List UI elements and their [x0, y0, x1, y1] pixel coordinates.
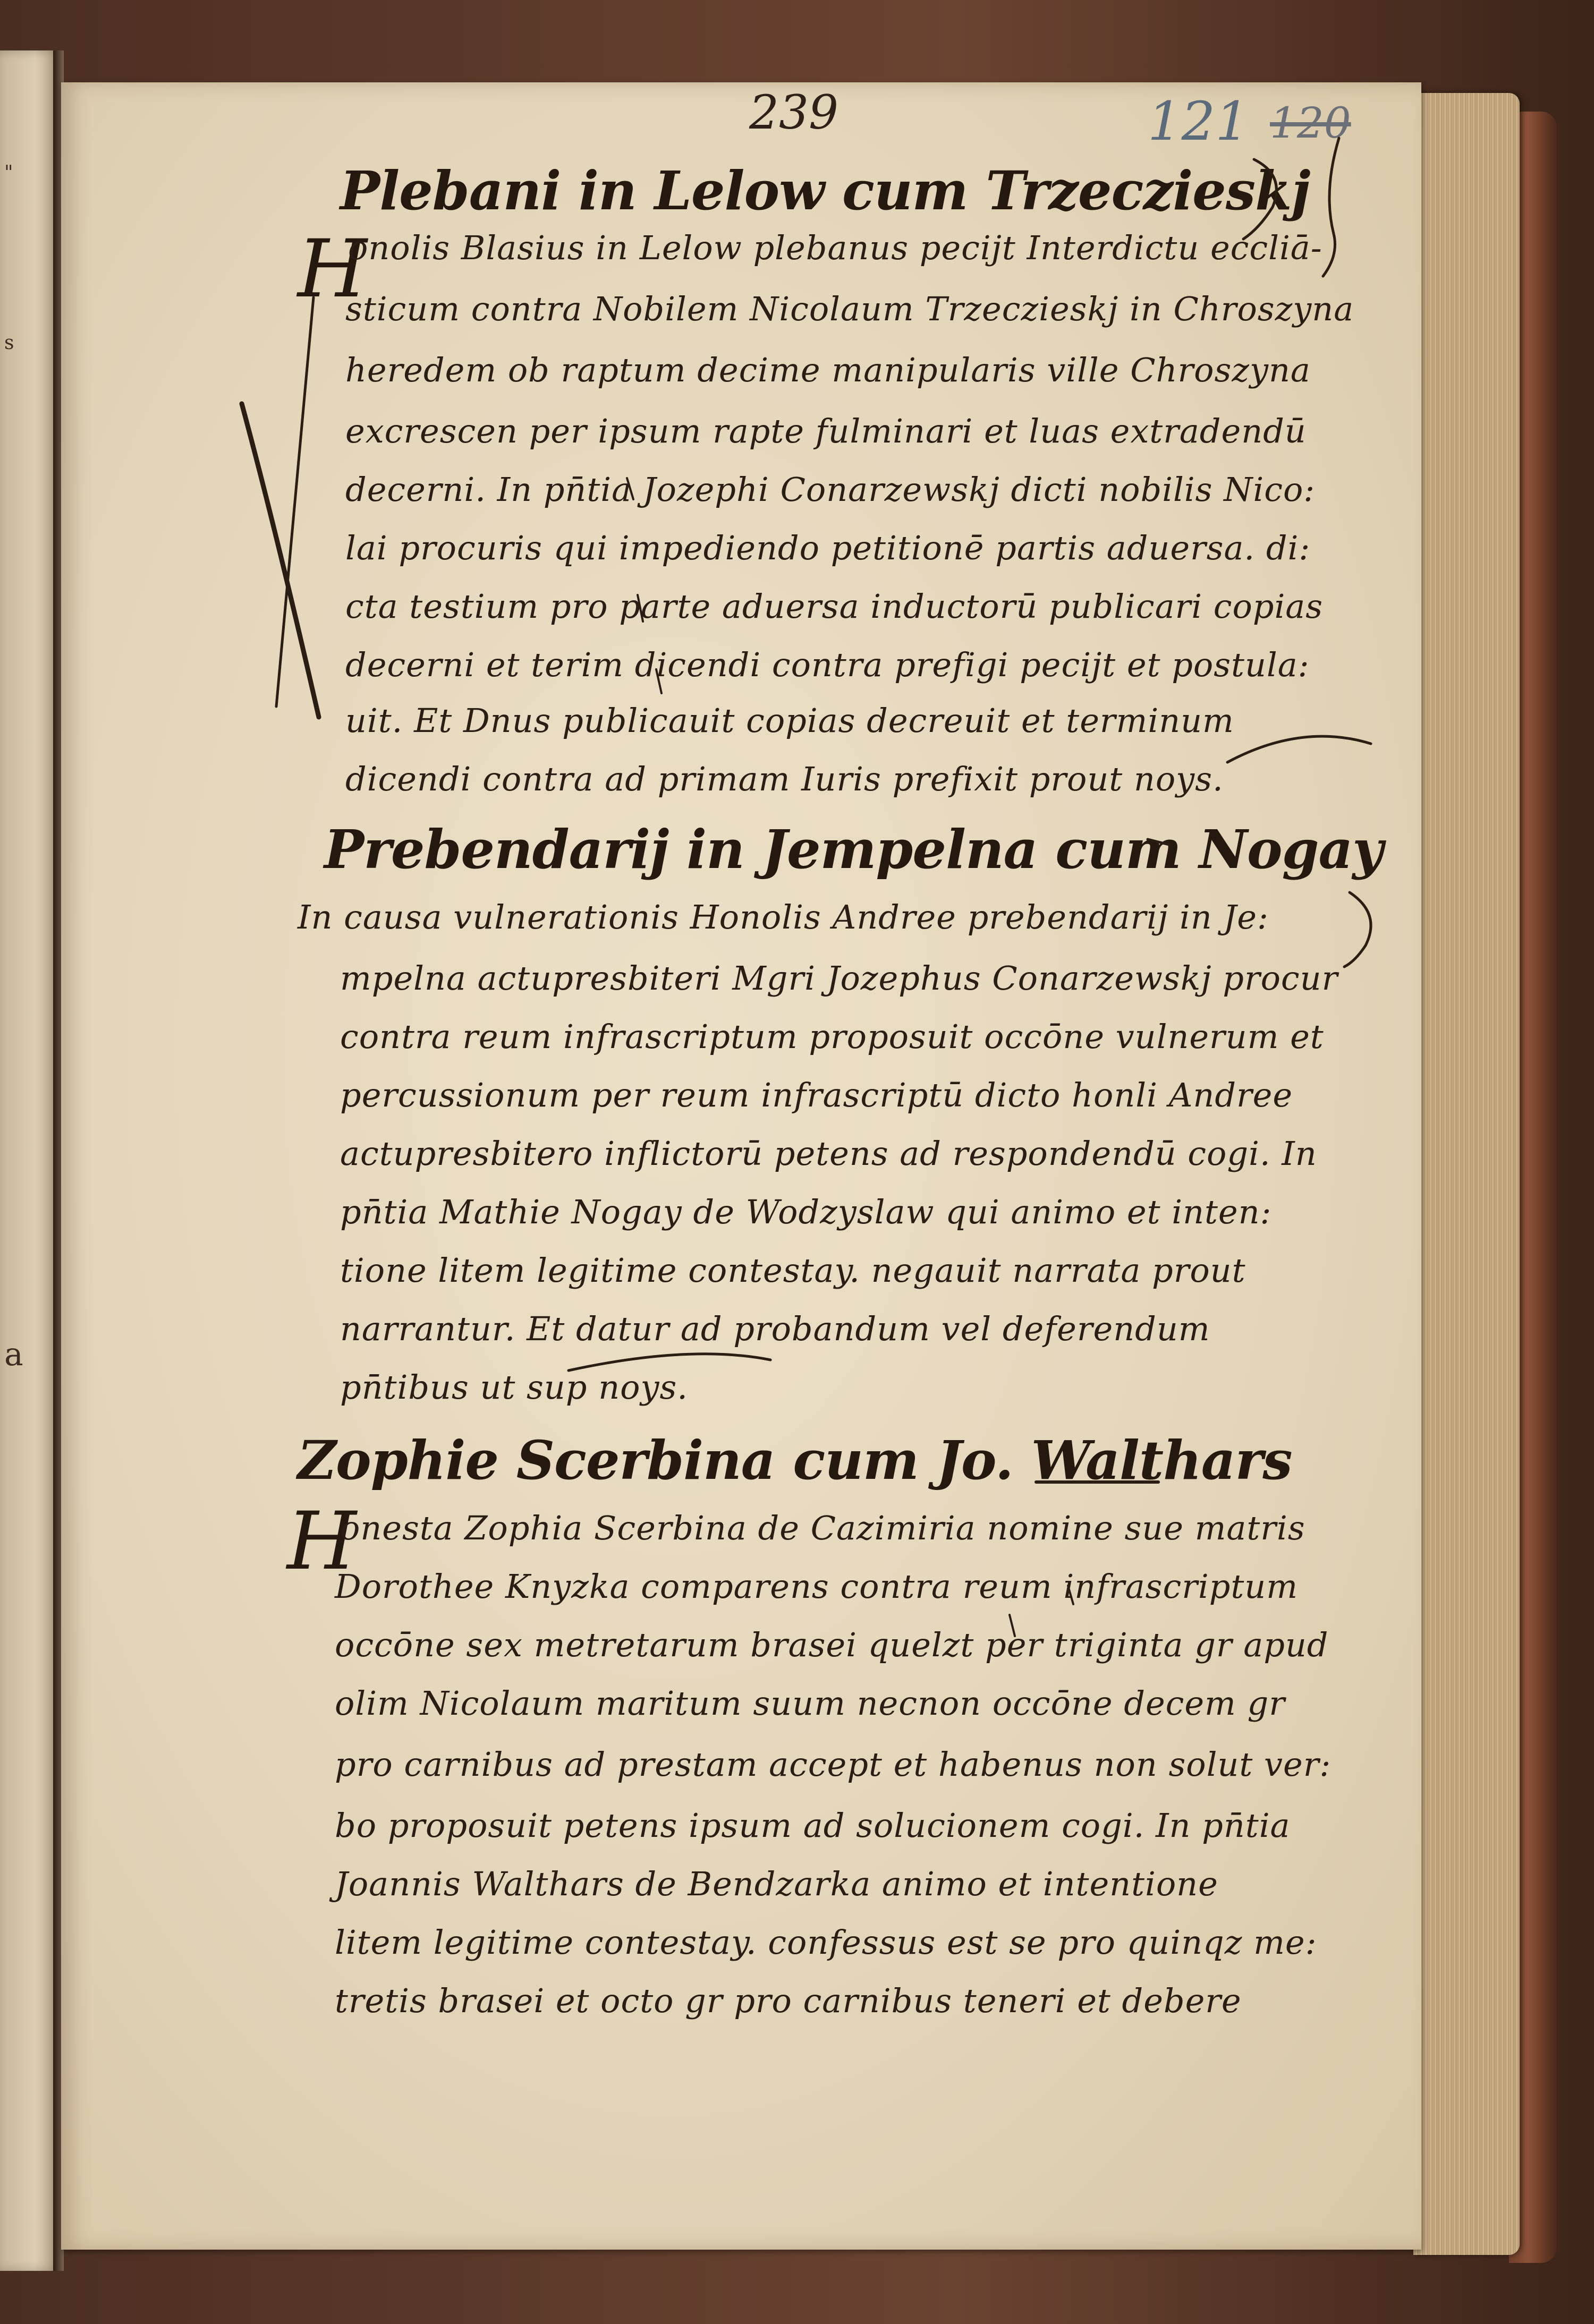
folio-number-struck: 120 [1270, 98, 1351, 148]
bracket-mark [1323, 138, 1339, 276]
text-line: narrantur. Et datur ad probandum vel deferendum [340, 1309, 1210, 1348]
abbreviation-mark [1068, 1586, 1073, 1604]
abbreviation-mark [638, 595, 643, 622]
text-line: contra reum infrascriptum proposuit occōne vulnerum et [340, 1017, 1324, 1056]
text-line: pn̄tibus ut sup noys. [340, 1368, 689, 1407]
text-line: excrescen per ipsum rapte fulminari et luas extradendū [345, 412, 1307, 450]
folio-number-secondary: 121 [1148, 90, 1249, 152]
text-line: tretis brasei et octo gr pro carnibus teneri et debere [335, 1981, 1242, 2020]
text-line: mpelna actupresbiteri Mgri Jozephus Conarzewskj procur [340, 959, 1338, 998]
text-line: In causa vulnerationis Honolis Andree prebendarij in Je: [298, 898, 1269, 937]
text-line: Dorothee Knyzka comparens contra reum infrascriptum [335, 1567, 1299, 1606]
text-line: bo proposuit petens ipsum ad solucionem cogi. In pn̄tia [335, 1806, 1291, 1845]
abbreviation-mark [656, 669, 662, 693]
flourish-mark [1148, 839, 1169, 845]
bracket-mark [1344, 892, 1371, 967]
text-line: sticum contra Nobilem Nicolaum Trzeczieskj in Chroszyna [345, 290, 1354, 328]
margin-cross-stroke [276, 297, 313, 706]
text-line: percussionum per reum infrascriptū dicto honli Andree [340, 1076, 1293, 1114]
flourish-mark [569, 1354, 770, 1370]
left-margin-mark: s [4, 332, 14, 354]
text-line: pn̄tia Mathie Nogay de Wodzyslaw qui animo et inten: [340, 1193, 1272, 1231]
initial-h: H [298, 223, 367, 316]
text-line: onolis Blasius in Lelow plebanus pecijt Interdictu eccliā- [348, 228, 1322, 267]
abbreviation-mark [627, 478, 633, 499]
left-margin-mark: " [4, 162, 13, 184]
abbreviation-mark [1010, 1615, 1015, 1636]
entry-heading: Zophie Scerbina cum Jo. Walthars [298, 1429, 1292, 1492]
text-line: lai procuris qui impediendo petitionē partis aduersa. di: [345, 529, 1311, 567]
text-line: occōne sex metretarum brasei quelzt per triginta gr apud [335, 1625, 1329, 1664]
folio-number: 239 [749, 85, 838, 140]
text-line: decerni. In pn̄tia Jozephi Conarzewskj dicti nobilis Nico: [345, 470, 1316, 509]
left-margin-mark: a [4, 1336, 23, 1373]
text-line: uit. Et Dnus publicauit copias decreuit et terminum [345, 701, 1234, 740]
text-line: heredem ob raptum decime manipularis ville Chroszyna [345, 351, 1311, 389]
text-line: litem legitime contestay. confessus est se pro quinqz me: [335, 1923, 1317, 1962]
bracket-mark [1243, 159, 1276, 239]
text-line: tione litem legitime contestay. negauit narrata prout [340, 1251, 1246, 1290]
text-line: actupresbitero inflictorū petens ad respondendū cogi. In [340, 1134, 1317, 1173]
flourish-mark [1227, 736, 1371, 762]
text-line: dicendi contra ad primam Iuris prefixit prout noys. [345, 760, 1224, 798]
text-line: onesta Zophia Scerbina de Cazimiria nomine sue matris [340, 1509, 1305, 1547]
text-line: Joannis Walthars de Bendzarka animo et intentione [335, 1865, 1218, 1903]
text-line: cta testium pro parte aduersa inductorū publicari copias [345, 587, 1324, 626]
text-line: pro carnibus ad prestam accept et habenus non solut ver: [335, 1745, 1332, 1784]
initial-h: H [287, 1495, 357, 1588]
text-line: olim Nicolaum maritum suum necnon occōne decem gr [335, 1684, 1285, 1723]
entry-heading: Plebani in Lelow cum Trzeczieskj [340, 159, 1310, 222]
entry-heading: Prebendarij in Jempelna cum Nogay [324, 818, 1383, 881]
text-line: decerni et terim dicendi contra prefigi pecijt et postula: [345, 645, 1310, 684]
